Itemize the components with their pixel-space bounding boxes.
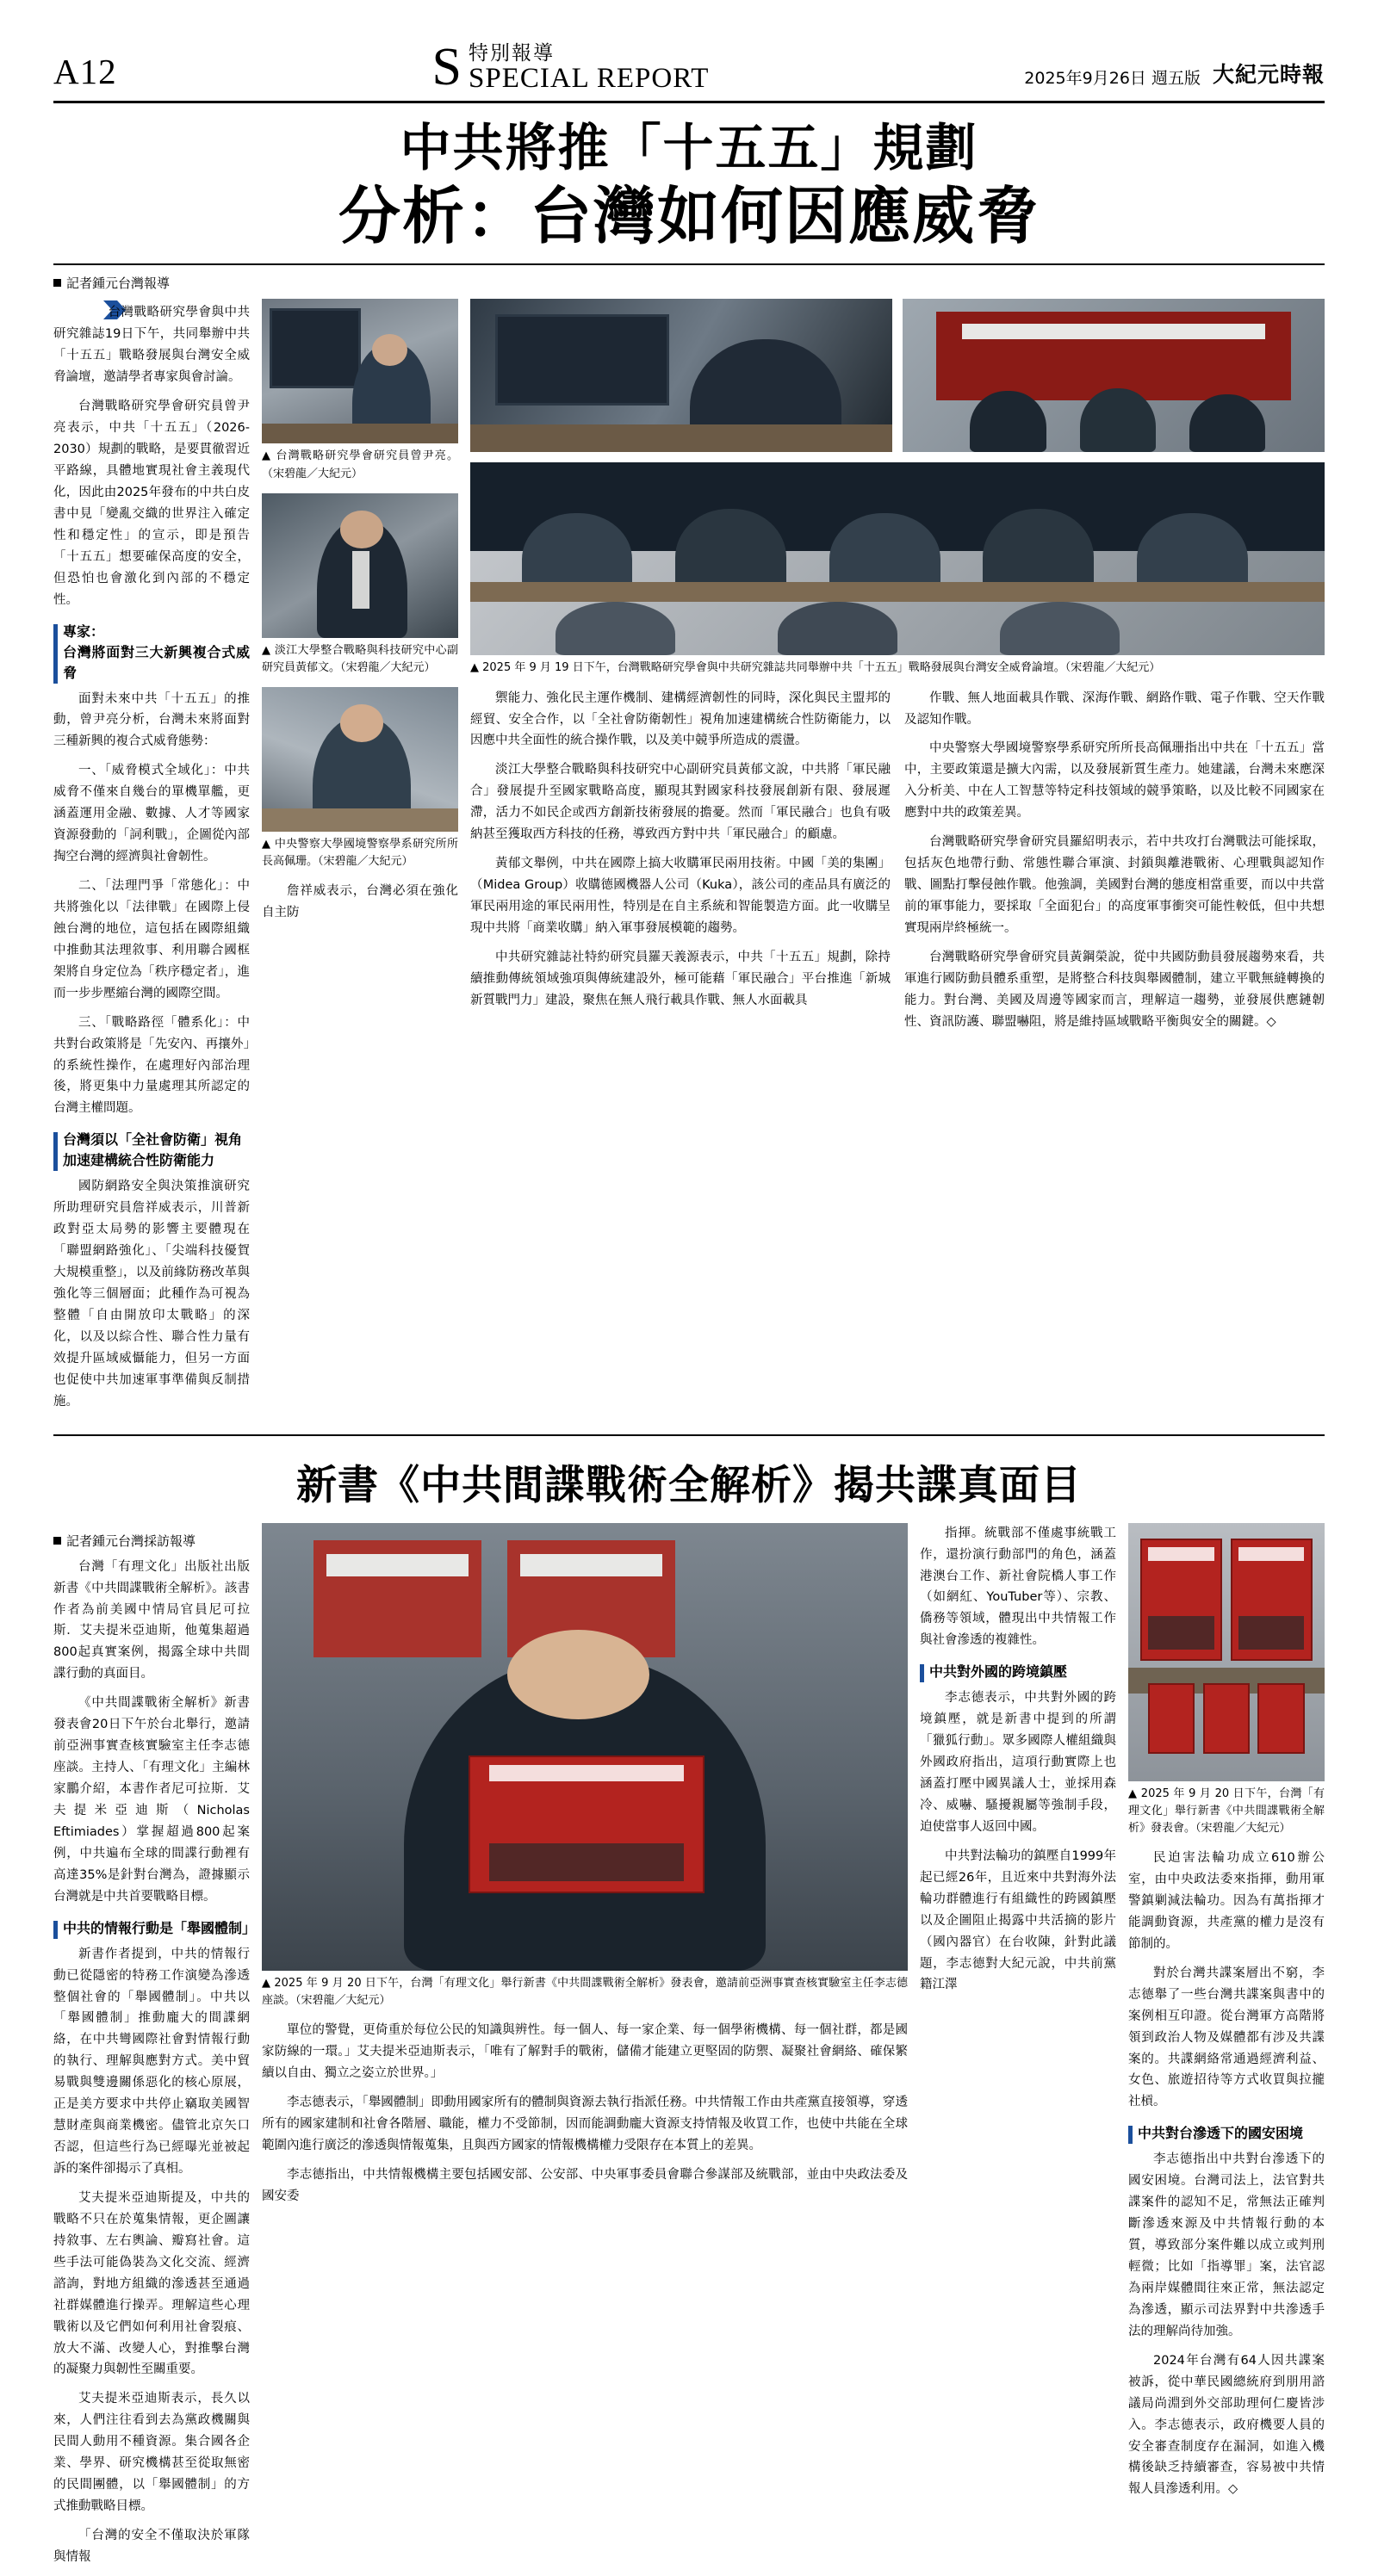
- caption-2: ▲ 淡江大學整合戰略與科技研究中心副研究員黃郁文。（宋碧龍／大紀元）: [262, 643, 458, 674]
- paper-name: 大紀元時報: [1212, 61, 1325, 87]
- story2-headline: 新書《中共間諜戰術全解析》揭共諜真面目: [296, 1461, 1082, 1509]
- story1-subhead2-text: 加速建構統合性防衛能力: [63, 1152, 215, 1169]
- story1-grid: [53, 299, 1325, 1420]
- story1-headline-line1: 中共將推「十五五」規劃: [400, 117, 978, 177]
- story1-subhead1-label: 專家：: [63, 622, 105, 640]
- story2-subhead-2: [920, 1662, 1116, 1682]
- caption-6: ▲ 2025 年 9 月 20 日下午，台灣「有理文化」舉行新書《中共間諜戰術全解析》發表會。（宋碧龍／大紀元）: [1128, 1786, 1325, 1835]
- photo-forum-panel: [470, 462, 1325, 655]
- bullet-square-icon: [53, 1537, 61, 1545]
- caption-4: ▲ 2025 年 9 月 19 日下午，台灣戰略研究學會與中共研究雜誌共同舉辦中共「十五五」戰略發展與台灣安全威脅論壇。（宋碧龍／大紀元）: [470, 661, 1161, 675]
- story2-p1: 台灣「有理文化」出版社出版新書《中共間諜戰術全解析》。該書作者為前美國中情局官員尼可拉斯．艾夫提米亞迪斯，他蒐集超過800起真實案例，揭露全球中共間諜行動的真面目。: [53, 1559, 250, 1681]
- story1-byline-text: 記者鍾元台灣報導: [66, 276, 171, 292]
- story1-p7: 詹祥威表示，台灣必須在強化自主防: [262, 884, 458, 920]
- story1-subhead2-label: 台灣須以「全社會防衛」視角: [63, 1131, 243, 1149]
- masthead: [53, 38, 1325, 103]
- photo-gao-peishan: [262, 687, 458, 832]
- story2-p12: 中共對法輪功的鎮壓自1999年起已經26年，且近來中共對海外法輪功群體進行有組織性的跨國鎮壓以及企圖阻止揭露中共活摘的影片（國內器官）在台收陳，針對此議題，李志德對大紀元說，中共前黨籍江澤: [920, 1848, 1116, 1992]
- story1-p2: 面對未來中共「十五五」的推動，曾尹亮分析，台灣未來將面對三種新興的複合式威脅態勢：: [53, 691, 250, 749]
- story2-p10: 指揮。統戰部不僅處事統戰工作，還扮演行動部門的角色，涵蓋港澳台工作、新社會院橋人事工作（如網紅、YouTuber等）、宗教、僑務等領域，體現出中共情報工作與社會滲透的複雜性。: [920, 1526, 1116, 1648]
- story2-p2: 《中共間諜戰術全解析》新書發表會20日下午於台北舉行，邀請前亞洲事實查核實驗室主任李志德座談。主持人、「有理文化」主編林家鵬介紹，本書作者尼可拉斯．艾夫提米亞迪斯（Nicholas Eftimiades）掌握超過800起案例，中共遍布全球的間諜行動裡有高達35%是針對台灣為，證據顯示台灣就是中共首要戰略目標。: [53, 1696, 250, 1904]
- story2-column-2: [262, 1523, 908, 2576]
- story1-column-4-text: [904, 688, 1325, 1041]
- section-logo: [431, 38, 710, 97]
- story1-p9: 淡江大學整合戰略與科技研究中心副研究員黃郁文說，中共將「軍民融合」發展提升至國家戰略高度，顯現其對國家科技發展創新有限、發展遲滯，活力不如民企或西方創新技術發展的擔憂。然而「軍民融合」也負有吸納甚至獲取西方科技的任務，導致西方對中共「軍民融合」的顧慮。: [470, 763, 891, 842]
- story1-column-2-text: [262, 881, 458, 924]
- story2-column-1: [53, 1523, 257, 2576]
- story1-headline-block: [53, 103, 1325, 266]
- story1-column-3: [470, 299, 1325, 1420]
- story1-p10: 黃郁文舉例，中共在國際上搞大收購軍民兩用技術。中國「美的集團」（Midea Group）收購德國機器人公司（Kuka），該公司的產品具有廣泛的軍民兩用途的軍民兩用性，特別是在自主系統和智能製造方面。此一收購呈現中共將「商業收購」納入軍事發展模範的趨勢。: [470, 857, 891, 935]
- logo-letter-s: S: [431, 38, 462, 97]
- story2-subhead3-text: 中共對台滲透下的國安困境: [1138, 2125, 1304, 2142]
- story1-p12: 作戰、無人地面載具作戰、深海作戰、網路作戰、電子作戰、空天作戰及認知作戰。: [904, 690, 1325, 727]
- story1-p1: 台灣戰略研究學會研究員曾尹亮表示，中共「十五五」（2026-2030）規劃的戰略，是要貫徹習近平路線，具體地實現社會主義現代化，因此由2025年發布的中共白皮書中見「變亂交織的世界注入確定性和穩定性」的宣示，即是預告「十五五」想要確保高度的安全，但恐怕也會激化到內部的不穩定性。: [53, 399, 250, 607]
- story2-p4: 艾夫提米亞迪斯提及，中共的戰略不只在於蒐集情報，更企圖讓持敘事、左右輿論、瓣寫社會。這些手法可能偽裝為文化交流、經濟諮詢，對地方組織的滲透甚至通過社群媒體進行操弄。理解這些心理戰術以及它們如何利用社會裂痕、放大不滿、改變人心，對推擊台灣的凝聚力與韌性至關重要。: [53, 2190, 250, 2377]
- bullet-square-icon: [53, 279, 61, 287]
- lead-arrow-icon: [78, 299, 104, 321]
- story2-subhead-1: [53, 1918, 257, 1939]
- story2-p5: 艾夫提米亞迪斯表示，長久以來，人們注往看到去為黨政機關與民間人動用不種資源。集合國各企業、學界、研究機構甚至從取無密的民間團體，以「舉國體制」的方式推動戰略目標。: [53, 2392, 250, 2514]
- photo-huang-yuwen: [262, 493, 458, 638]
- photo-forum-banner: [903, 299, 1325, 452]
- story1-p5: 三、「戰略路徑「體系化」：中共對台政策將是「先安內、再攘外」的系統性操作，在處理好內部治理後，將更集中力量處理其所認定的台灣主權問題。: [53, 1015, 250, 1116]
- caption-1: ▲ 台灣戰略研究學會研究員曾尹亮。（宋碧龍／大紀元）: [262, 449, 458, 480]
- story1-lead-text: 台灣戰略研究學會與中共研究雜誌19日下午，共同舉辦中共「十五五」戰略發展與台灣安全威脅論壇，邀請學者專家與會討論。: [53, 306, 250, 385]
- story2-p13: 民迫害法輪功成立610辦公室，由中央政法委來指揮，動用軍警鎮剿減法輪功。因為有萬指揮才能調動資源，共產黨的權力是沒有節制的。: [1128, 1851, 1325, 1951]
- caption-3: ▲ 中央警察大學國境警察學系研究所所長高佩珊。（宋碧龍／大紀元）: [262, 837, 458, 869]
- story2-p8: 李志德表示，「舉國體制」即動用國家所有的體制與資源去執行指派任務。中共情報工作由共產黨直接領導，穿透所有的國家建制和社會各階層、職能，權力不受節制，因而能調動龐大資源支持情報及收買工作，也使中共能在全球範圍內進行廣泛的滲透與情報蒐集，且與西方國家的情報機構權力受限存在本質上的差異。: [262, 2095, 908, 2152]
- subhead-bar-icon: [53, 1132, 58, 1171]
- story2-column-3: [920, 1523, 1116, 2576]
- story1-lead: [53, 299, 250, 388]
- story2-p6: 「台灣的安全不僅取決於軍隊與情報: [53, 2529, 250, 2564]
- story2-grid: [53, 1523, 1325, 2576]
- photo-book-covers: [1128, 1523, 1325, 1781]
- story2-p9: 李志德指出，中共情報機構主要包括國安部、公安部、中央軍事委員會聯合參謀部及統戰部，並由中央政法委及國安委: [262, 2167, 908, 2203]
- story1-byline: [53, 274, 1325, 292]
- story1-subhead1-text: 台灣將面對三大新興複合式威脅: [63, 643, 250, 681]
- issue-date: 2025年9月26日 週五版: [1024, 68, 1201, 88]
- story2-p3: 新書作者提到，中共的情報行動已從隱密的特務工作演變為滲透整個社會的「舉國體制」。中共以「舉國體制」推動龐大的間諜網絡，在中共彎國際社會對情報行動的執行、理解與應對方式。美中貿易戰與雙邊關係惡化的核心原展，正是美方要求中共停止竊取美國智慧財產與商業機密。儘管北京矢口否認，但這些行為已經曝光並被起訴的案件卻揭示了真相。: [53, 1947, 250, 2177]
- story1-subhead-1: [53, 622, 250, 684]
- subhead-bar-icon: [53, 1921, 58, 1939]
- story2-byline: [53, 1532, 250, 1550]
- photo-forum-speaker: [470, 299, 892, 452]
- subhead-bar-icon: [1128, 2126, 1133, 2144]
- story1-p8: 禦能力、強化民主運作機制、建構經濟韌性的同時，深化與民主盟邦的經貿、安全合作，以「全社會防衛韌性」視角加速建構統合性防衛能力，以因應中共全面性的統合操作戰，以及美中競爭所造成的震盪。: [470, 690, 891, 748]
- subhead-bar-icon: [53, 624, 58, 684]
- story2-subhead2-text: 中共對外國的跨境鎮壓: [929, 1663, 1068, 1681]
- section-name-cn: 特別報導: [468, 42, 555, 65]
- section-divider: [53, 1434, 1325, 1436]
- story2-p11: 李志德表示，中共對外國的跨境鎮壓，就是新書中提到的所謂「獵狐行動」。眾多國際人權組織與外國政府指出，這項行動實際上也涵蓋打壓中國異議人士，並採用森冷、威嚇、騷擾親屬等強制手段，迫使當事人返回中國。: [920, 1691, 1116, 1834]
- story1-p6: 國防網路安全與決策推演研究所助理研究員詹祥威表示，川普新政對亞太局勢的影響主要體現在「聯盟網路強化」、「尖端科技優賀大規模重整」，以及前緣防務改革與強化等三個層面；此種作為可視為整體「自由開放印太戰略」的深化，以及以綜合性、聯合性力量有效提升區域威懾能力，但另一方面也促使中共加速軍事準備與反制措施。: [53, 1180, 250, 1409]
- story1-p11: 中共研究雜誌社特約研究員羅天義源表示，中共「十五五」規劃，除持續推動傳統領域強項與傳統建設外，極可能藉「軍民融合」平台推進「新城新質戰門力」建設，聚焦在無人飛行載具作戰、無人水面載具: [470, 950, 891, 1007]
- photo-zeng-yinliang: [262, 299, 458, 443]
- story2-subhead1-text: 中共的情報行動是「舉國體制」: [63, 1919, 257, 1936]
- story1-subhead-2: [53, 1130, 250, 1171]
- photo-book-launch-speaker: [262, 1523, 908, 1971]
- subhead-bar-icon: [920, 1664, 924, 1682]
- story1-column-2: [262, 299, 458, 1420]
- story2-p15: 李志德指出中共對台滲透下的國安困境。台灣司法上，法官對共諜案件的認知不足，常無法正確判斷滲透來源及中共情報行動的本質，導致部分案件難以成立或判刑輕微；比如「指導罪」案，法官認為兩岸媒體間往來正常，無法認定為滲透，顯示司法界對中共滲透手法的理解尚待加強。: [1128, 2152, 1325, 2338]
- story1-p4: 二、「法理門爭「常態化」：中共將強化以「法律戰」在國際上侵蝕台灣的地位，這包括在國際組織中推動其法理敘事、利用聯合國框架將自身定位為「秩序穩定者」，進而一步步壓縮台灣的國際空間。: [53, 879, 250, 1000]
- story1-column-1: [53, 299, 250, 1420]
- story2-p14: 對於台灣共諜案層出不窮，李志德舉了一些台灣共諜案與書中的案例相互印證。從台灣軍方高階將領到政治人物及媒體都有涉及共諜案的。共諜網絡常通過經濟利益、女色、旅遊招待等方式收買與拉攏社槓。: [1128, 1966, 1325, 2109]
- caption-5: ▲ 2025 年 9 月 20 日下午，台灣「有理文化」舉行新書《中共間諜戰術全解析》發表會，邀請前亞洲事實查核實驗室主任李志德座談。（宋碧龍／大紀元）: [262, 1976, 908, 2007]
- story1-p15: 台灣戰略研究學會研究員黃鋼榮說，從中共國防動員發展趨勢來看，共軍進行國防動員體系重塑，是將整合科技與舉國體制，建立平戰無縫轉換的能力。對台灣、美國及周邊等國家而言，理解這一趨勢，並發展供應鏈韌性、資訊防護、聯盟嚇阻，將是維持區域戰略平衡與安全的關鍵。◇: [904, 950, 1325, 1029]
- story1-headline-line2: 分析：台灣如何因應威脅: [338, 179, 1040, 252]
- story1-p3: 一、「威脅模式全域化」：中共威脅不僅來自幾台的單機單艦，更涵蓋運用金融、數據、人才等國家資源發動的「詞利戰」，企圖從內部掏空台灣的經濟與社會韌性。: [53, 764, 250, 864]
- story2-p16: 2024年台灣有64人因共諜案被訴，從中華民國總統府到朋用諮議局尚淵到外交部助理何仁慶皆涉入。李志德表示，政府機要人員的安全審查制度存在漏洞，如進入機構後缺乏持續審查，容易被中共情報人員滲透利用。◇: [1128, 2353, 1325, 2497]
- story2-subhead-3: [1128, 2123, 1325, 2144]
- section-name-en: SPECIAL REPORT: [468, 63, 710, 95]
- story2-p7: 單位的警覺，更倚重於每位公民的知識與辨性。每一個人、每一家企業、每一個學術機構、每一個社群，都是國家防線的一環。」艾夫提米亞迪斯表示，「唯有了解對手的戰術，儲備才能建立更堅固的防禦、凝聚社會網絡、確保繁續以自由、獨立之姿立於世界。」: [262, 2022, 908, 2080]
- page-folio: A12: [53, 51, 117, 91]
- story1-p14: 台灣戰略研究學會研究員羅紹明表示，若中共攻打台灣戰法可能採取，包括灰色地帶行動、常態性聯合軍演、封鎖與離港戰術、心理戰與認知作戰、圖點打擊侵蝕作戰。他強調，美國對台灣的態度相當重要，而以中共當前的軍事能力，要採取「全面犯台」的高度軍事衝突可能性較低，但中共想實現兩岸終極統一。: [904, 835, 1325, 935]
- story1-p13: 中央警察大學國境警察學系研究所所長高佩珊指出中共在「十五五」當中，主要政策還是擴大內需，以及發展新質生產力。她建議，台灣未來應深入分析美、中在人工智慧等特定科技領域的競爭策略，以及比較不同國家在應對中共的政策差異。: [904, 741, 1325, 820]
- story2-column-4: [1128, 1523, 1325, 2576]
- story1-column-3-text: [470, 688, 891, 1041]
- story2-byline-text: 記者鍾元台灣採訪報導: [66, 1533, 196, 1549]
